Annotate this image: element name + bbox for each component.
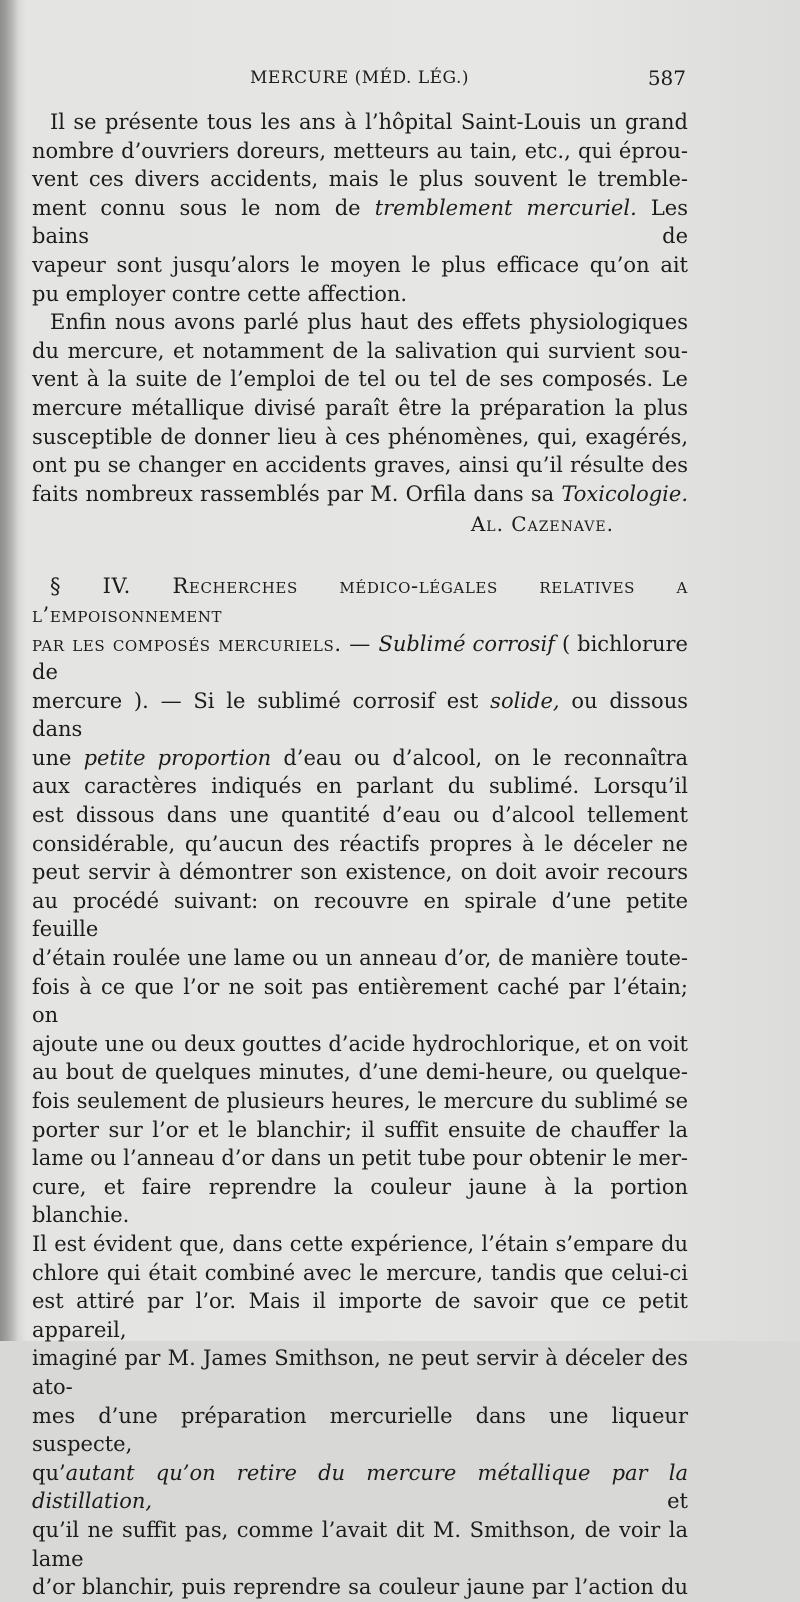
s-line-23-italic: autant qu’on retire du mercure métallique par la distillation,: [32, 1460, 688, 1514]
s-line-3: [32, 687, 688, 744]
section-heading-italic: Sublimé corrosif: [378, 631, 555, 656]
s-line-15: porter sur l’or et le blanchir; il suffit ensuite de chauffer la: [32, 1117, 688, 1142]
s-line-11: fois à ce que l’or ne soit pas entièrement caché par l’étain; on: [32, 974, 688, 1028]
p2-line-6: ont pu se changer en accidents graves, ainsi qu’il résulte des: [32, 453, 688, 478]
p2-line-4: mercure métallique divisé paraît être la préparation la plus: [32, 395, 688, 420]
s-line-10: d’étain roulée une lame ou un anneau d’or, de manière toute-: [32, 946, 688, 971]
p1-line-4-start: ment connu sous le nom de: [32, 195, 375, 220]
s-line-3-italic: solide,: [490, 688, 560, 713]
p1-line-4-end: Les bains de: [32, 195, 689, 249]
section-iv: [32, 572, 688, 1601]
s-line-4-end: d’eau ou d’alcool, on le reconnaîtra: [271, 745, 688, 770]
section-heading-line-2-end: ( bichlorure de: [32, 631, 688, 685]
s-line-17: cure, et faire reprendre la couleur jaune à la portion blanchie.: [32, 1174, 688, 1228]
s-line-19: chlore qui était combiné avec le mercure, tandis que celui-ci: [32, 1260, 688, 1285]
paragraph-1: [32, 108, 688, 308]
paragraph-2: [32, 308, 688, 508]
p2-italic-tail: Toxicologie.: [561, 481, 688, 506]
s-line-14: fois seulement de plusieurs heures, le mercure du sublimé se: [32, 1089, 688, 1113]
s-line-25: d’or blanchir, puis reprendre sa couleur jaune par l’action du: [32, 1575, 688, 1600]
text-column: [32, 60, 688, 1602]
p1-line-2: nombre d’ouvriers doreurs, metteurs au tain, etc., qui éprou-: [32, 138, 688, 163]
s-line-13: au bout de quelques minutes, d’une demi-heure, ou quelque-: [32, 1060, 688, 1085]
section-heading-text: § IV. Recherches médico-légales relatives a l’empoisonnement: [32, 574, 688, 627]
p1-italic-term: tremblement mercuriel.: [374, 195, 637, 220]
s-line-12: ajoute une ou deux gouttes d’acide hydrochlorique, et on voit: [32, 1031, 688, 1056]
running-head: [32, 60, 688, 108]
p1-line-6: pu employer contre cette affection.: [32, 281, 408, 306]
p2-line-5: susceptible de donner lieu à ces phénomènes, qui, exagérés,: [32, 424, 688, 449]
section-heading-line-2-start: par les composés mercuriels. —: [32, 631, 379, 656]
running-head-title: MERCURE (MÉD. LÉG.): [250, 68, 470, 88]
s-line-7: considérable, qu’aucun des réactifs propres à le déceler ne: [32, 831, 688, 856]
p1-line-4: [32, 194, 688, 251]
section-heading-line-1: [32, 572, 688, 629]
section-gap: [32, 538, 688, 572]
s-line-24: qu’il ne suffit pas, comme l’avait dit M. Smithson, de voir la lame: [32, 1517, 688, 1571]
s-line-6: est dissous dans une quantité d’eau ou d’alcool tellement: [32, 803, 688, 828]
s-line-20: est attiré par l’or. Mais il importe de savoir que ce petit appareil,: [32, 1289, 688, 1342]
s-line-18: Il est évident que, dans cette expérience, l’étain s’empare du: [32, 1231, 688, 1256]
s-line-4-italic: petite proportion: [83, 745, 272, 770]
p2-line-7: [32, 480, 688, 509]
author-signature: Al. Cazenave.: [470, 512, 614, 537]
s-line-3-end: ou dissous dans: [32, 688, 688, 742]
s-line-4-start: une: [32, 745, 84, 770]
p1-line-3: vent ces divers accidents, mais le plus souvent le tremble-: [32, 167, 688, 192]
s-line-23-end: et: [152, 1489, 688, 1514]
s-line-8: peut servir à démontrer son existence, on doit avoir recours: [32, 860, 688, 885]
p2-line-3: vent à la suite de l’emploi de tel ou tel de ses composés. Le: [32, 367, 688, 392]
s-line-23: [32, 1459, 688, 1516]
gutter-shadow: [0, 0, 18, 1341]
s-line-21: imaginé par M. James Smithson, ne peut servir à déceler des ato-: [32, 1346, 688, 1399]
s-line-23-start: qu’: [32, 1460, 66, 1485]
section-heading-line-2: [32, 630, 688, 687]
s-line-4: [32, 744, 688, 773]
s-line-9: au procédé suivant: on recouvre en spirale d’une petite feuille: [32, 888, 688, 942]
p2-line-2: du mercure, et notamment de la salivation qui survient sou-: [32, 338, 688, 363]
s-line-16: lame ou l’anneau d’or dans un petit tube pour obtenir le mer-: [32, 1146, 688, 1171]
p1-line-1: Il se présente tous les ans à l’hôpital Saint-Louis un grand: [50, 110, 688, 134]
p1-line-5: vapeur sont jusqu’alors le moyen le plus efficace qu’on ait: [32, 252, 688, 277]
p2-line-1: Enfin nous avons parlé plus haut des effets physiologiques: [50, 310, 688, 335]
p2-line-7-start: faits nombreux rassemblés par M. Orfila dans sa: [32, 481, 562, 506]
s-line-5: aux caractères indiqués en parlant du sublimé. Lorsqu’il: [32, 774, 688, 799]
s-line-22: mes d’une préparation mercurielle dans une liqueur suspecte,: [32, 1403, 688, 1457]
page-number: 587: [647, 66, 686, 90]
s-line-3-start: mercure ). — Si le sublimé corrosif est: [32, 688, 491, 713]
